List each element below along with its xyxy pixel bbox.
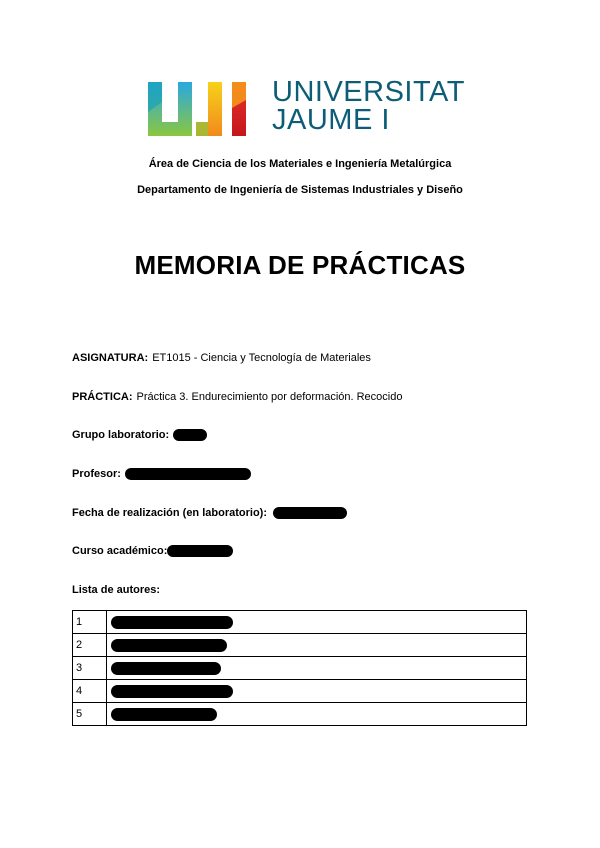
- practica-field: [72, 391, 402, 403]
- author-name-cell: [107, 657, 527, 680]
- author-number: 4: [73, 680, 107, 703]
- table-row: [73, 703, 527, 726]
- author-number: 1: [73, 611, 107, 634]
- fecha-field: [72, 507, 347, 519]
- table-row: [73, 657, 527, 680]
- autores-label: Lista de autores:: [72, 584, 161, 596]
- table-row: [73, 680, 527, 703]
- area-heading: Área de Ciencia de los Materiales e Ingeniería Metalúrgica: [148, 158, 452, 170]
- profesor-field: [72, 468, 251, 480]
- author-redaction: [111, 639, 227, 652]
- university-name: [272, 78, 465, 134]
- profesor-redaction: [125, 468, 251, 480]
- curso-field: [72, 545, 233, 557]
- author-number: 5: [73, 703, 107, 726]
- grupo-label: Grupo laboratorio:: [72, 429, 170, 441]
- curso-redaction: [167, 545, 233, 557]
- author-name-cell: [107, 680, 527, 703]
- university-name-line1: UNIVERSITAT: [272, 76, 465, 108]
- author-redaction: [111, 662, 221, 675]
- asignatura-field: [72, 352, 371, 364]
- asignatura-label: ASIGNATURA:: [72, 352, 149, 364]
- university-logo: [146, 76, 465, 140]
- author-redaction: [111, 708, 217, 721]
- author-name-cell: [107, 611, 527, 634]
- table-row: [73, 611, 527, 634]
- department-heading: Departamento de Ingeniería de Sistemas Industriales y Diseño: [137, 184, 463, 196]
- fecha-redaction: [273, 507, 347, 519]
- author-redaction: [111, 685, 233, 698]
- uji-logo-mark: [146, 78, 268, 140]
- page-title: MEMORIA DE PRÁCTICAS: [134, 250, 466, 280]
- university-name-line2: JAUME I: [272, 104, 390, 136]
- asignatura-value: ET1015 - Ciencia y Tecnología de Materiales: [152, 352, 371, 364]
- table-row: [73, 634, 527, 657]
- practica-value: Práctica 3. Endurecimiento por deformación. Recocido: [136, 391, 403, 403]
- profesor-label: Profesor:: [72, 468, 121, 480]
- authors-table: [72, 610, 527, 726]
- author-redaction: [111, 616, 233, 629]
- author-number: 3: [73, 657, 107, 680]
- grupo-field: [72, 429, 207, 441]
- author-name-cell: [107, 634, 527, 657]
- fecha-label: Fecha de realización (en laboratorio):: [72, 507, 267, 519]
- autores-field: [72, 584, 160, 596]
- author-number: 2: [73, 634, 107, 657]
- curso-label: Curso académico:: [72, 545, 168, 557]
- grupo-redaction: [173, 429, 207, 441]
- author-name-cell: [107, 703, 527, 726]
- practica-label: PRÁCTICA:: [72, 391, 133, 403]
